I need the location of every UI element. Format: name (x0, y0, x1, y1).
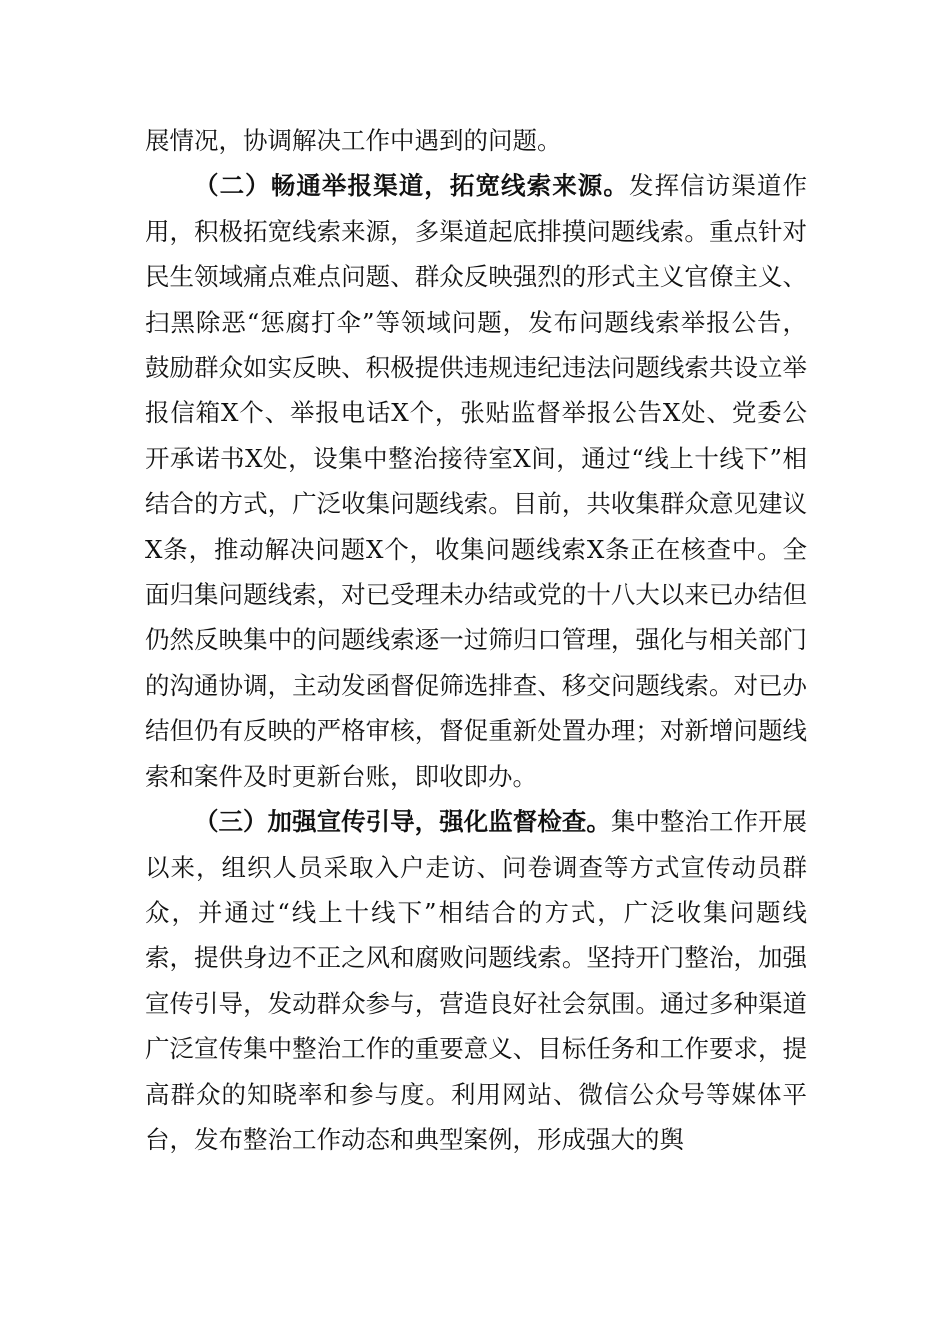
paragraph-text: 集中整治工作开展以来，组织人员采取入户走访、问卷调查等方式宣传动员群众，并通过“线上十线下”相结合的方式，广泛收集问题线索，提供身边不正之风和腐败问题线索。坚持开门整治，加强宣传引导，发动群众参与，营造良好社会氛围。通过多种渠道广泛宣传集中整治工作的重要意义、目标任务和工作要求，提高群众的知晓率和参与度。利用网站、微信公众号等媒体平台，发布整治工作动态和典型案例，形成强大的舆 (145, 807, 808, 1154)
section-heading-2: （二）畅通举报渠道，拓宽线索来源。 (194, 171, 629, 201)
document-body (145, 118, 807, 1162)
paragraph-text: 发挥信访渠道作用，积极拓宽线索来源，多渠道起底排摸问题线索。重点针对民生领域痛点难点问题、群众反映强烈的形式主义官僚主义、扫黑除恶“惩腐打伞”等领域问题，发布问题线索举报公告，鼓励群众如实反映、积极提供违规违纪违法问题线索共设立举报信箱X个、举报电话X个，张贴监督举报公告X处、党委公开承诺书X处，设集中整治接待室X间，通过“线上十线下”相结合的方式，广泛收集问题线索。目前，共收集群众意见建议X条，推动解决问题X个，收集问题线索X条正在核查中。全面归集问题线索，对已受理未办结或党的十八大以来已办结但仍然反映集中的问题线索逐一过筛归口管理，强化与相关部门的沟通协调，主动发函督促筛选排查、移交问题线索。对已办结但仍有反映的严格审核，督促重新处置办理；对新增问题线索和案件及时更新台账，即收即办。 (145, 171, 808, 791)
paragraph-text: 展情况，协调解决工作中遇到的问题。 (145, 126, 562, 155)
section-heading-3: （三）加强宣传引导，强化监督检查。 (194, 807, 611, 837)
paragraph-continuation (145, 118, 807, 163)
paragraph-section-3 (145, 799, 807, 1162)
paragraph-section-2 (145, 163, 807, 799)
